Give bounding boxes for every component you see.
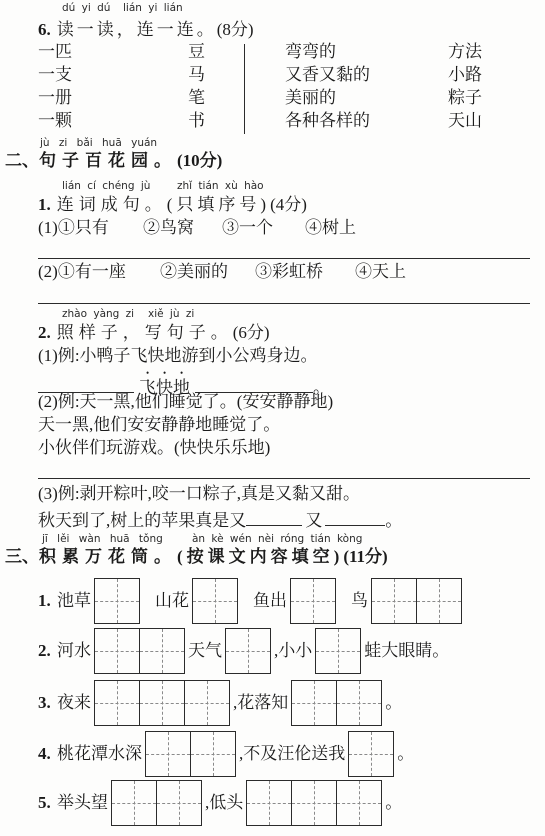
fill-row-3 [38,680,402,726]
row-text: 天气 [188,641,222,660]
writing-box [190,731,236,777]
writing-box [145,731,191,777]
answer-grid [94,680,230,726]
answer-blank [246,507,302,526]
question-score: (6分) [232,323,270,342]
answer-line [38,303,530,304]
answer-line [38,258,530,259]
writing-box [291,680,337,726]
writing-box [94,680,140,726]
writing-box [184,680,230,726]
q1-pinyin-note: zhǐ tián xù hào [177,180,264,192]
sec2-pinyin: jù zi bǎi huā yuán [40,137,158,149]
question-number: 6. [38,20,51,39]
sentence-end: 。 [313,378,330,397]
answer-blank [325,507,385,526]
q1-item-1 [0,217,545,239]
answer-grid [192,578,238,624]
fill-row-5 [38,780,402,826]
row-text: ,花落知 [233,693,289,712]
word-option: ②鸟窝 [143,218,194,237]
task-sentence-2: 小伙伴们玩游戏。(快快乐乐地) [38,438,271,457]
row-text: 夜来 [57,693,91,712]
item-label: (1) [38,218,58,237]
writing-box [246,780,292,826]
emphasized-word: 飞快地 [139,378,190,397]
row-text: 鱼出 [253,591,287,610]
question-score: (8分) [216,20,254,39]
section-title: 积累万花筒。 [39,547,177,566]
answer-grid [315,628,361,674]
question-title: 读一读，连一连。 [56,20,217,39]
writing-box [348,731,394,777]
section-note: (按课文内容填空) [177,547,344,566]
match-right-item: 马 [188,65,205,84]
writing-box [336,680,382,726]
match-right-item: 方法 [448,42,482,61]
example-sentence-1: (1)例:小鸭子飞快地游到小公鸡身边。 [38,346,318,365]
fill-row-2 [38,628,449,674]
word-option: ③一个 [222,218,273,237]
sec3-pinyin-title: jī lěi wàn huā tǒng [42,533,163,545]
question-title: 照样子，写句子。 [56,323,233,342]
row-text: 河水 [57,641,91,660]
question-number: 1. [38,195,51,214]
match-right-item: 豆 [188,42,205,61]
sentence-end: 。 [385,511,403,530]
row-text: 桃花潭水深 [57,744,142,763]
answer-grid [290,578,336,624]
match-left-item: 美丽的 [285,88,336,107]
answer-grid [371,578,462,624]
writing-box [225,628,271,674]
q2-pinyin-xiejuzi: xiě jù zi [148,308,195,320]
writing-box [139,680,185,726]
match-left-item: 弯弯的 [285,42,336,61]
q6-pinyin-connect: lián yi lián [123,2,183,14]
section-title: 句子百花园。 [39,151,177,170]
word-option: ③彩虹桥 [255,262,323,281]
row-number: 3. [38,693,51,712]
example-sentence-2: (2)例:天一黑,他们睡觉了。(安安静静地) [38,392,334,411]
writing-box [371,578,417,624]
answer-grid [291,680,382,726]
answer-grid [225,628,271,674]
row-number: 4. [38,744,51,763]
q1-heading [38,194,307,216]
column-divider [244,44,245,134]
match-right-item: 书 [188,111,205,130]
match-left-item: 一颗 [38,111,72,130]
writing-box [94,628,140,674]
section-score: (10分) [177,151,223,170]
sec3-heading [5,546,388,568]
writing-box [336,780,382,826]
row-text: 。 [397,744,415,763]
word-option: ④天上 [355,262,406,281]
q6-pinyin-read: dú yi dú [62,2,111,14]
row-text: ,不及汪伦送我 [239,744,346,763]
row-text: ,小小 [274,641,313,660]
item-label: (2) [38,262,58,281]
question-number: 2. [38,323,51,342]
question-score: (4分) [270,195,307,214]
section-number: 二、 [5,151,39,170]
row-text: 鸟 [351,591,368,610]
row-text: ,低头 [205,793,244,812]
q6-heading [38,19,254,41]
question-title: 连词成句。 [56,195,167,214]
writing-box [416,578,462,624]
match-right-item: 小路 [448,65,482,84]
fill-row-4 [38,731,414,777]
item-label-group [38,261,126,283]
row-text: 蛙大眼睛。 [364,641,450,660]
match-left-item: 又香又黏的 [285,65,370,84]
section-score: (11分) [343,547,388,566]
word-option: ④树上 [305,218,356,237]
answer-grid [348,731,394,777]
row-text: 池草 [57,591,91,610]
match-right-item: 粽子 [448,88,482,107]
row-number: 5. [38,793,51,812]
q2-pinyin-zhaoyangzi: zhào yàng zi [62,308,135,320]
word-option: ①只有 [57,218,109,237]
writing-box [291,780,337,826]
answer-line [38,478,530,479]
example-sentence-2-sample: 天一黑,他们安安静静地睡觉了。 [38,415,281,434]
answer-grid [111,780,202,826]
answer-grid [246,780,382,826]
row-number: 1. [38,591,51,610]
row-text: 举头望 [57,793,108,812]
task-sentence-3: 秋天到了,树上的苹果真是又 [38,511,247,530]
match-left-item: 一册 [38,88,72,107]
row-text: 山花 [155,591,189,610]
word-option: ①有一座 [57,262,126,281]
q1-item-2 [0,261,545,283]
answer-grid [145,731,236,777]
fill-sentence-3 [38,507,402,532]
answer-grid [94,578,140,624]
q2-heading [38,322,270,344]
sec3-pinyin-note: àn kè wén nèi róng tián kòng [192,533,363,545]
fill-row-1 [38,578,465,624]
writing-box [315,628,361,674]
example-sentence-3: (3)例:剥开粽叶,咬一口粽子,真是又黏又甜。 [38,484,361,503]
writing-box [111,780,157,826]
match-left-item: 一匹 [38,42,72,61]
answer-grid [94,628,185,674]
item-label-group [38,217,109,239]
match-left-item: 各种各样的 [285,111,370,130]
sentence-connector: 又 [305,511,323,530]
row-text: 。 [385,793,403,812]
sec2-heading [5,150,222,172]
writing-box [139,628,185,674]
word-option: ②美丽的 [160,262,228,281]
writing-box [290,578,336,624]
writing-box [94,578,140,624]
row-text: 。 [385,693,403,712]
q1-pinyin-title: lián cí chéng jù [62,180,151,192]
question-note: (只填序号) [166,195,271,214]
row-number: 2. [38,641,51,660]
section-number: 三、 [5,547,39,566]
writing-box [156,780,202,826]
match-left-item: 一支 [38,65,72,84]
match-right-item: 笔 [188,88,205,107]
match-right-item: 天山 [448,111,482,130]
writing-box [192,578,238,624]
